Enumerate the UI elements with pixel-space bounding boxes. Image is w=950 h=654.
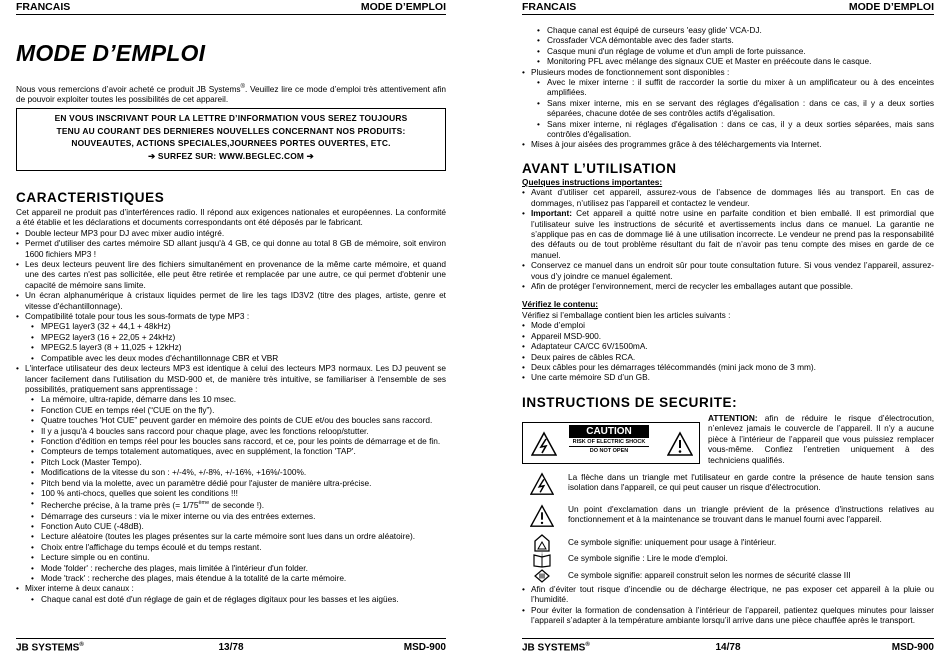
house-icon: [534, 534, 550, 552]
lightning-symbol-text: La flèche dans un triangle met l'utilisateur en garde contre la présence de haute tension sans isolation dans l'appareil, ce qui peut causer un risque d'électrocution.: [568, 472, 934, 493]
sub-item: • MPEG1 layer3 (32 + 44,1 + 48kHz): [31, 321, 446, 331]
page-title: MODE D’EMPLOI: [16, 40, 206, 66]
subsection-title: Vérifiez le contenu:: [522, 299, 599, 310]
list-item: [522, 208, 934, 260]
list-item: [16, 311, 446, 363]
caution-open-text: DO NOT OPEN: [589, 448, 629, 454]
registered-mark: ®: [79, 642, 84, 648]
caution-box: [569, 425, 649, 461]
features-section: [16, 190, 446, 604]
safety-list-wrap: [522, 584, 934, 626]
sub-list: [31, 394, 446, 583]
important-label: Important:: [531, 208, 573, 219]
list-item-text: L'interface utilisateur des deux lecteurs MP3 est identique à celui des lecteurs MP3 normaux. Les DJ peuvent se lancer facilement dans l'utilisation du MSD-900 et, de manière très intuitive, se familiariser à l'ensemble de ses possibilités, pratiquement sans apprentissage :: [25, 363, 446, 394]
before-use-section: [522, 161, 934, 383]
indoor-symbol-text: Ce symbole signifie: uniquement pour usage à l'intérieur.: [568, 537, 777, 547]
sub-item: • Chaque canal est équipé de curseurs 'easy glide' VCA-DJ.: [537, 25, 934, 35]
sub-item: • Fonction CUE en temps réel (“CUE on the fly”).: [31, 405, 446, 415]
registered-mark: ®: [240, 84, 245, 90]
exclamation-symbol-text: Un point d'exclamation dans un triangle prévient de la présence d'instructions relatives au fonctionnement et à la maintenance se trouvant dans le manuel fourni avec l'appareil.: [568, 504, 934, 525]
sub-list: [31, 321, 446, 363]
sub-item: • Fonction Auto CUE (-48dB).: [31, 521, 446, 531]
section-title: AVANT L’UTILISATION: [522, 161, 677, 176]
footer-page-number: 14/78: [715, 642, 741, 653]
list-item: • Les deux lecteurs peuvent lire des fichiers simultanément en provenance de la même carte mémoire, et quand une des cartes n'est pas sollicitée, elle peut être retirée et remplacée par une autre, ce qui permet d'obtenir une capacité de mémoire sans limite.: [16, 259, 446, 290]
sub-item: • Chaque canal est doté d'un réglage de gain et de réglages digitaux pour les basses et les aigües.: [31, 594, 446, 604]
list-item: • Conservez ce manuel dans un endroit sûr pour toute consultation future. Si vous vendez l’appareil, assurez-vous d’y joindre ce manuel également.: [522, 260, 934, 281]
sub-item: • Choix entre l'affichage du temps écoulé et du temps restant.: [31, 542, 446, 552]
sub-item: • Fonction d'édition en temps réel pour les boucles sans raccord, et ce, pour les points de démarrage et de fin.: [31, 436, 446, 446]
sub-item: • Monitoring PFL avec mélange des signaux CUE et Master en préécoute dans le casque.: [537, 56, 934, 66]
list-item: • Afin de protéger l’environnement, merci de recycler les emballages autant que possible.: [522, 281, 934, 291]
notice-link[interactable]: ➔ SURFEZ SUR: WWW.BEGLEC.COM ➔: [148, 150, 314, 161]
exclamation-symbol-row: [522, 504, 934, 534]
sub-list: [537, 25, 934, 67]
features-list: [16, 228, 446, 604]
list-item-text: Plusieurs modes de fonctionnement sont disponibles :: [531, 66, 730, 77]
instructions-list: [522, 187, 934, 291]
sub-item: • Crossfader VCA démontable avec des fader starts.: [537, 35, 934, 45]
svg-text:i: i: [541, 553, 543, 559]
sub-list: [31, 594, 446, 604]
sub-item: • Lecture aléatoire (toutes les plages présentes sur la carte mémoire sont lues dans un ordre aléatoire).: [31, 531, 446, 541]
caution-shock-text: RISK OF ELECTRIC SHOCK: [569, 438, 649, 447]
list-item: • Avant d’utiliser cet appareil, assurez-vous de l’absence de dommages liés au transport. En cas de dommages, n’utilisez pas l’appareil et contactez le vendeur.: [522, 187, 934, 208]
list-item: • Double lecteur MP3 pour DJ avec mixer audio intégré.: [16, 228, 446, 238]
notice-line: EN VOUS INSCRIVANT POUR LA LETTRE D’INFORMATION VOUS SEREZ TOUJOURS: [54, 113, 408, 123]
section-title: INSTRUCTIONS DE SECURITE:: [522, 395, 738, 410]
list-item: • Deux câbles pour les démarrages télécommandés (mini jack mono de 3 mm).: [522, 362, 934, 372]
sub-item: • Casque muni d'un réglage de volume et d'un ampli de forte puissance.: [537, 46, 934, 56]
section-title: CARACTERISTIQUES: [16, 190, 165, 205]
superscript: ème: [198, 500, 210, 507]
header-title: MODE D’EMPLOI: [360, 1, 446, 13]
sub-item: • Sans mixer interne, ni réglages d'égalisation : dans ce cas, il y a deux sorties séparées, mais sans contrôles d'égalisation.: [537, 119, 934, 140]
features-intro: Cet appareil ne produit pas d’interférences radio. Il répond aux exigences nationales et européennes. La conformité a été établie et les déclarations et documents correspondants ont été déposés par le fabricant.: [16, 207, 446, 228]
sub-item: • 100 % anti-chocs, quelles que soient les conditions !!!: [31, 488, 446, 498]
footer-page-number: 13/78: [218, 642, 244, 653]
sub-item-text: de seconde !).: [209, 500, 265, 511]
sub-item: • Compatible avec les deux modes d'échantillonnage CBR et VBR: [31, 353, 446, 363]
lightning-symbol-row: [522, 470, 934, 500]
list-item: [522, 67, 934, 140]
list-item: • Mode d’emploi: [522, 320, 934, 330]
sub-item: • Mode 'folder' : recherche des plages, mais limitée à l'intérieur d'un folder.: [31, 563, 446, 573]
list-item: • Adaptateur CA/CC 6V/1500mA.: [522, 341, 934, 351]
sub-item: • MPEG2.5 layer3 (8 + 11,025 + 12kHz): [31, 342, 446, 352]
page-left: [16, 0, 446, 654]
sub-item: • MPEG2 layer3 (16 + 22,05 + 24kHz): [31, 332, 446, 342]
sub-item: • Mode 'track' : recherche des plages, mais étendue à la totalité de la carte mémoire.: [31, 573, 446, 583]
lightning-triangle-icon: [531, 431, 557, 457]
sub-item: • Démarrage des curseurs : via le mixer interne ou via des entrées externes.: [31, 511, 446, 521]
list-item: • Permet d'utiliser des cartes mémoire SD allant jusqu'à 4 GB, ce qui donne au total 8 GB de mémoire, soit environ 1600 fichiers MP3 !: [16, 238, 446, 259]
notice-line: TENU AU COURANT DES DERNIERES NOUVELLES CONCERNANT NOS PRODUITS:: [56, 125, 406, 136]
manual-symbol-text: Ce symbole signifie : Lire le mode d'emploi.: [568, 553, 728, 563]
sub-item: • Il y a jusqu'à 4 boucles sans raccord pour chaque plage, avec les fonctions reloop/stutter.: [31, 426, 446, 436]
registered-mark: ®: [585, 642, 590, 648]
list-item: • Appareil MSD-900.: [522, 331, 934, 341]
footer-brand-text: JB SYSTEMS: [522, 642, 586, 654]
header-title: MODE D’EMPLOI: [848, 1, 934, 13]
sub-item: • Pitch Lock (Master Tempo).: [31, 457, 446, 467]
important-text: Cet appareil a quitté notre usine en parfaite condition et bien emballé. Il est primordial que l’utilisateur suive les instructions de sécurité et avertissements inclus dans ce manuel. La garantie ne s’applique pas en cas de dommage lié à une utilisation incorrecte. Le vendeur ne prend pas la responsabilité des défauts ou de tout problème résultant du fait de n’avoir pas tenu compte des mises en garde de ce manuel.: [531, 208, 934, 260]
features-list: [522, 67, 934, 150]
safety-list: [522, 584, 934, 626]
header-language: FRANCAIS: [522, 1, 577, 13]
list-item: • Mises à jour aisées des programmes grâce à des téléchargements via Internet.: [522, 139, 934, 149]
list-item: • Une carte mémoire SD d’un GB.: [522, 372, 934, 382]
header-language: FRANCAIS: [16, 1, 71, 13]
page-footer: [16, 638, 446, 652]
list-item: • Deux paires de câbles RCA.: [522, 352, 934, 362]
page-header: [522, 1, 934, 15]
sub-item: • Avec le mixer interne : il suffit de raccorder la sortie du mixer à un amplificateur ou à des enceintes amplifiées.: [537, 77, 934, 98]
caution-label: [522, 422, 700, 464]
class-three-icon: [534, 569, 550, 583]
sub-item: • Lecture simple ou en continu.: [31, 552, 446, 562]
sub-item: • Compteurs de temps totalement automatiques, avec en supplément, la fonction 'TAP'.: [31, 446, 446, 456]
caution-text: CAUTION: [569, 425, 649, 438]
exclamation-triangle-icon: [530, 504, 554, 528]
sub-item: [31, 498, 446, 510]
indoor-symbol-row: [522, 534, 934, 554]
exclamation-triangle-icon: [667, 431, 693, 457]
safety-title-wrap: [522, 395, 934, 411]
list-item: • Un écran alphanumérique à cristaux liquides permet de lire les tags ID3V2 (titre des plages, artiste, genre et vitesse d'échantillonnage).: [16, 290, 446, 311]
features-continued: [522, 25, 934, 150]
list-item: [16, 363, 446, 583]
footer-model: MSD-900: [891, 642, 934, 653]
attention-text: afin de réduire le risque d’électrocution, n’enlevez jamais le couvercle de l’appareil. Il n’y a aucune pièce à l’intérieur de l’appareil que vous puissiez remplacer vous-même. Confiez l’entretien uniquement à des techniciens qualifiés.: [708, 413, 934, 465]
page-footer: [522, 638, 934, 652]
intro-text-cont: . Veuillez lire ce mode d’emploi très attentivement afin de pouvoir exploiter toutes les possibilités de cet appareil.: [16, 83, 446, 105]
class-symbol-text: Ce symbole signifie: appareil construit selon les normes de sécurité classe III: [568, 570, 851, 580]
sub-item: • Sans mixer interne, mis en se servant des réglages d'égalisation : dans ce cas, il y a deux sorties séparées, chacune dotée de ses contrôles actifs d'égalisation.: [537, 98, 934, 119]
attention-paragraph: [708, 413, 934, 465]
list-item: • Afin d’éviter tout risque d’incendie ou de décharge électrique, ne pas exposer cet appareil à la pluie ou l’humidité.: [522, 584, 934, 605]
lightning-triangle-icon: [530, 472, 554, 496]
footer-brand-text: JB SYSTEMS: [16, 642, 80, 654]
verify-intro: Vérifiez si l’emballage contient bien les articles suivants :: [522, 309, 731, 320]
intro-text: Nous vous remercions d’avoir acheté ce produit JB Systems: [16, 83, 241, 94]
page-header: [16, 1, 446, 15]
sub-item: • Pitch bend via la molette, avec un paramètre dédié pour l'ajuster de manière ultra-précise.: [31, 478, 446, 488]
sub-item: • Quatre touches 'Hot CUE” peuvent garder en mémoire des points de CUE et/ou des boucles sans raccord.: [31, 415, 446, 425]
contents-list: [522, 320, 934, 382]
attention-label: ATTENTION:: [708, 413, 758, 423]
subsection-title: Quelques instructions importantes:: [522, 177, 663, 187]
list-item: • Pour éviter la formation de condensation à l’intérieur de l’appareil, patientez quelques minutes pour laisser l’appareil s’adapter à la température ambiante lorsqu’il arrive dans une pièce chauffée après le transport.: [522, 605, 934, 626]
notice-line: NOUVEAUTES, ACTIONS SPECIALES,JOURNEES PORTES OUVERTES, ETC.: [71, 138, 391, 149]
intro-paragraph: [16, 82, 446, 105]
list-item: [16, 583, 446, 604]
page-right: [522, 0, 934, 654]
sub-item: • Modifications de la vitesse du son : +/-4%, +/-8%, +/-16%, +16%/-100%.: [31, 467, 446, 477]
book-icon: [533, 552, 551, 568]
sub-item: • La mémoire, ultra-rapide, démarre dans les 10 msec.: [31, 394, 446, 404]
footer-model: MSD-900: [403, 642, 446, 653]
newsletter-notice: [16, 108, 446, 171]
list-item-text: Mixer interne à deux canaux :: [25, 583, 134, 594]
sub-item-text: Recherche précise, à la trame près (= 1/75: [41, 500, 199, 511]
sub-list: [537, 77, 934, 139]
list-item-text: Compatibilité totale pour tous les sous-formats de type MP3 :: [25, 311, 250, 322]
